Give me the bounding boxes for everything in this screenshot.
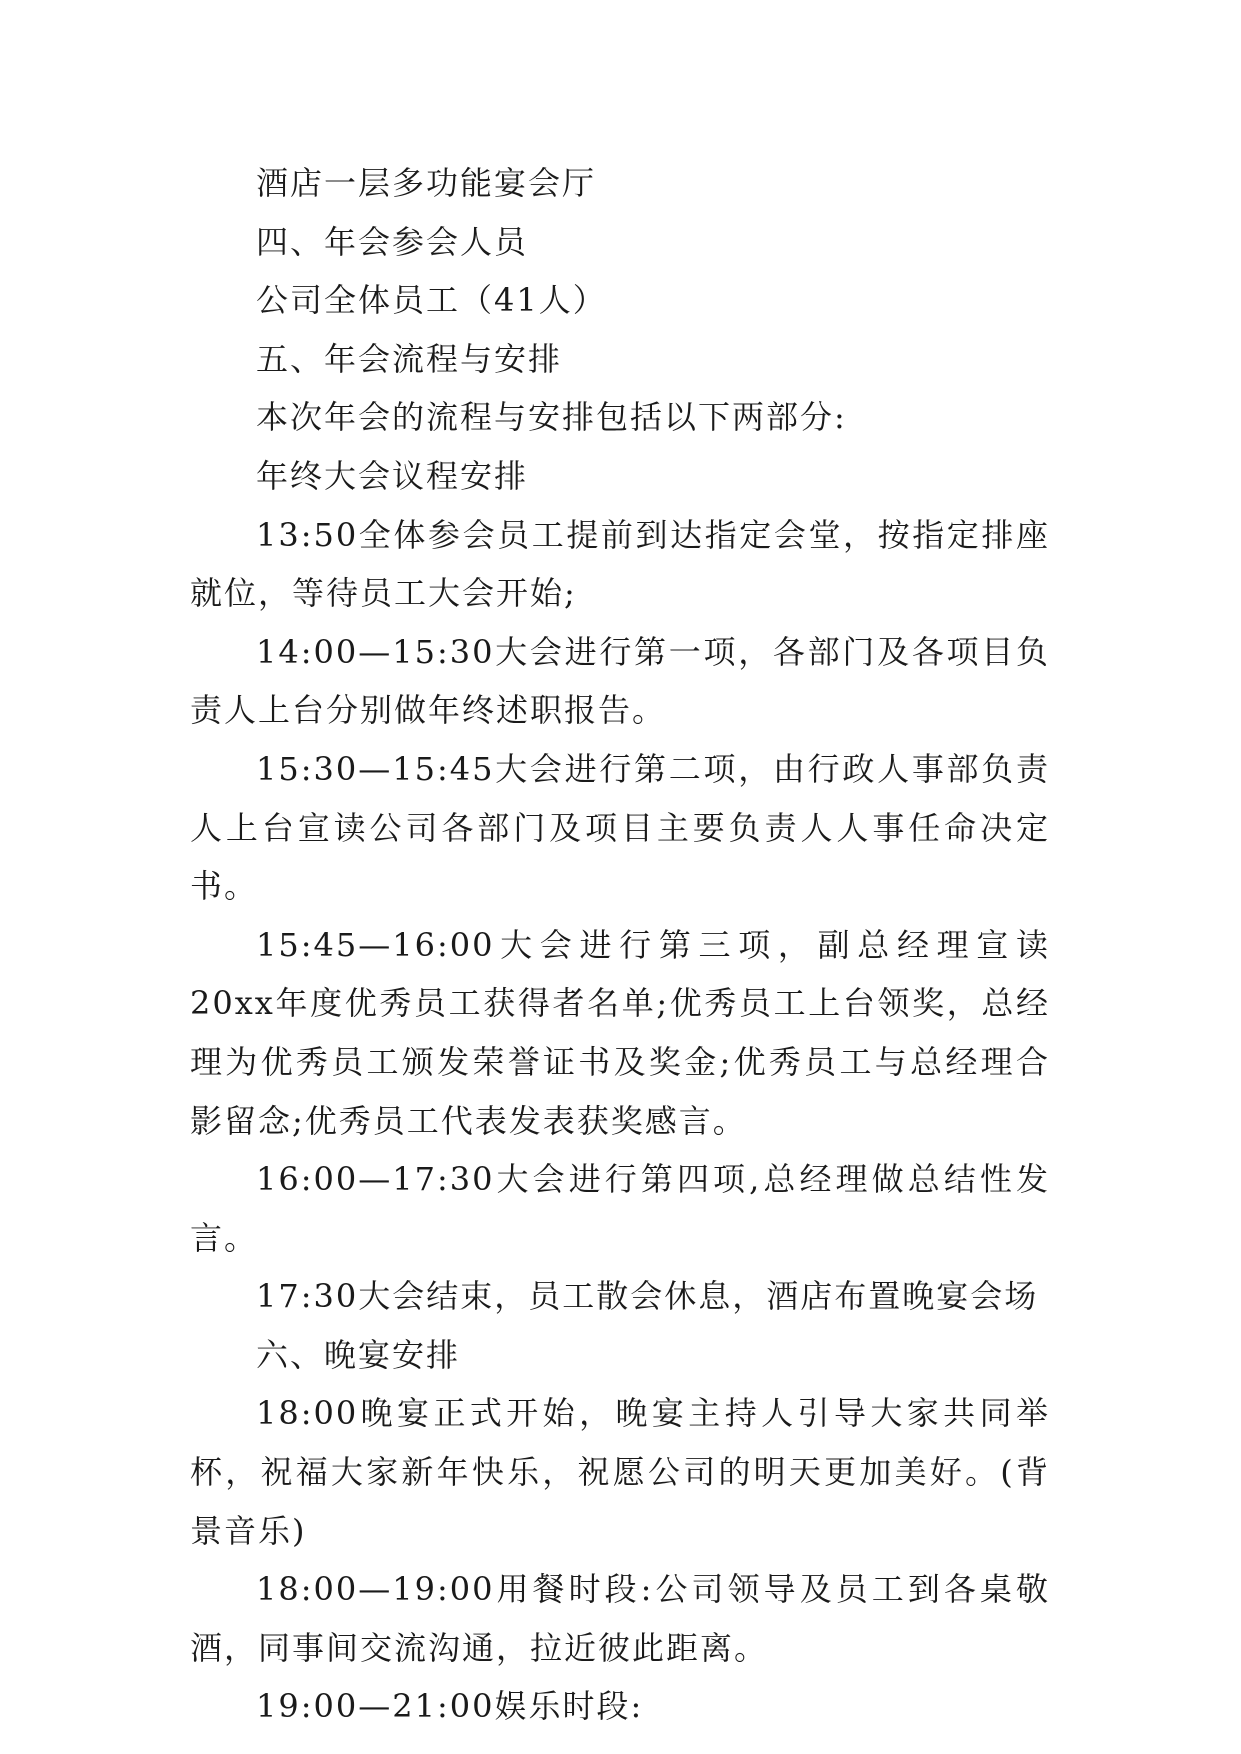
paragraph-venue: 酒店一层多功能宴会厅 [256,164,597,202]
agenda-item: 16:00—17:30大会进行第四项,总经理做总结性发言。 [190,1160,1050,1257]
heading-banquet: 六、晚宴安排 [256,1335,461,1374]
paragraph-schedule-intro: 本次年会的流程与安排包括以下两部分: [256,398,847,437]
banquet-item: 18:00—19:00用餐时段:公司领导及员工到各桌敬酒，同事间交流沟通，拉近彼此距离。 [190,1570,1050,1667]
paragraph-attendees: 公司全体员工（41人） [256,281,607,320]
heading-schedule: 五、年会流程与安排 [256,339,563,378]
agenda-item: 15:45—16:00大会进行第三项，副总经理宣读20xx年度优秀员工获得者名单;优秀员工上台领奖，总经理为优秀员工颁发荣誉证书及奖金;优秀员工与总经理合影留念;优秀员工代表发表获奖感言。 [190,925,1050,1140]
agenda-item: 14:00—15:30大会进行第一项，各部门及各项目负责人上台分别做年终述职报告。 [190,632,1050,730]
heading-attendees: 四、年会参会人员 [256,222,529,261]
agenda-item: 17:30大会结束，员工散会休息，酒店布置晚宴会场 [256,1277,1039,1316]
document-body [190,154,1050,1736]
agenda-item: 13:50全体参会员工提前到达指定会堂，按指定排座就位，等待员工大会开始; [190,515,1050,613]
banquet-item: 19:00—21:00娱乐时段: [256,1687,644,1726]
subheading-meeting-agenda: 年终大会议程安排 [256,456,529,495]
agenda-item: 15:30—15:45大会进行第二项，由行政人事部负责人上台宣读公司各部门及项目主要负责人人事任命决定书。 [190,749,1050,906]
banquet-item: 18:00晚宴正式开始，晚宴主持人引导大家共同举杯，祝福大家新年快乐，祝愿公司的明天更加美好。(背景音乐) [190,1394,1050,1550]
